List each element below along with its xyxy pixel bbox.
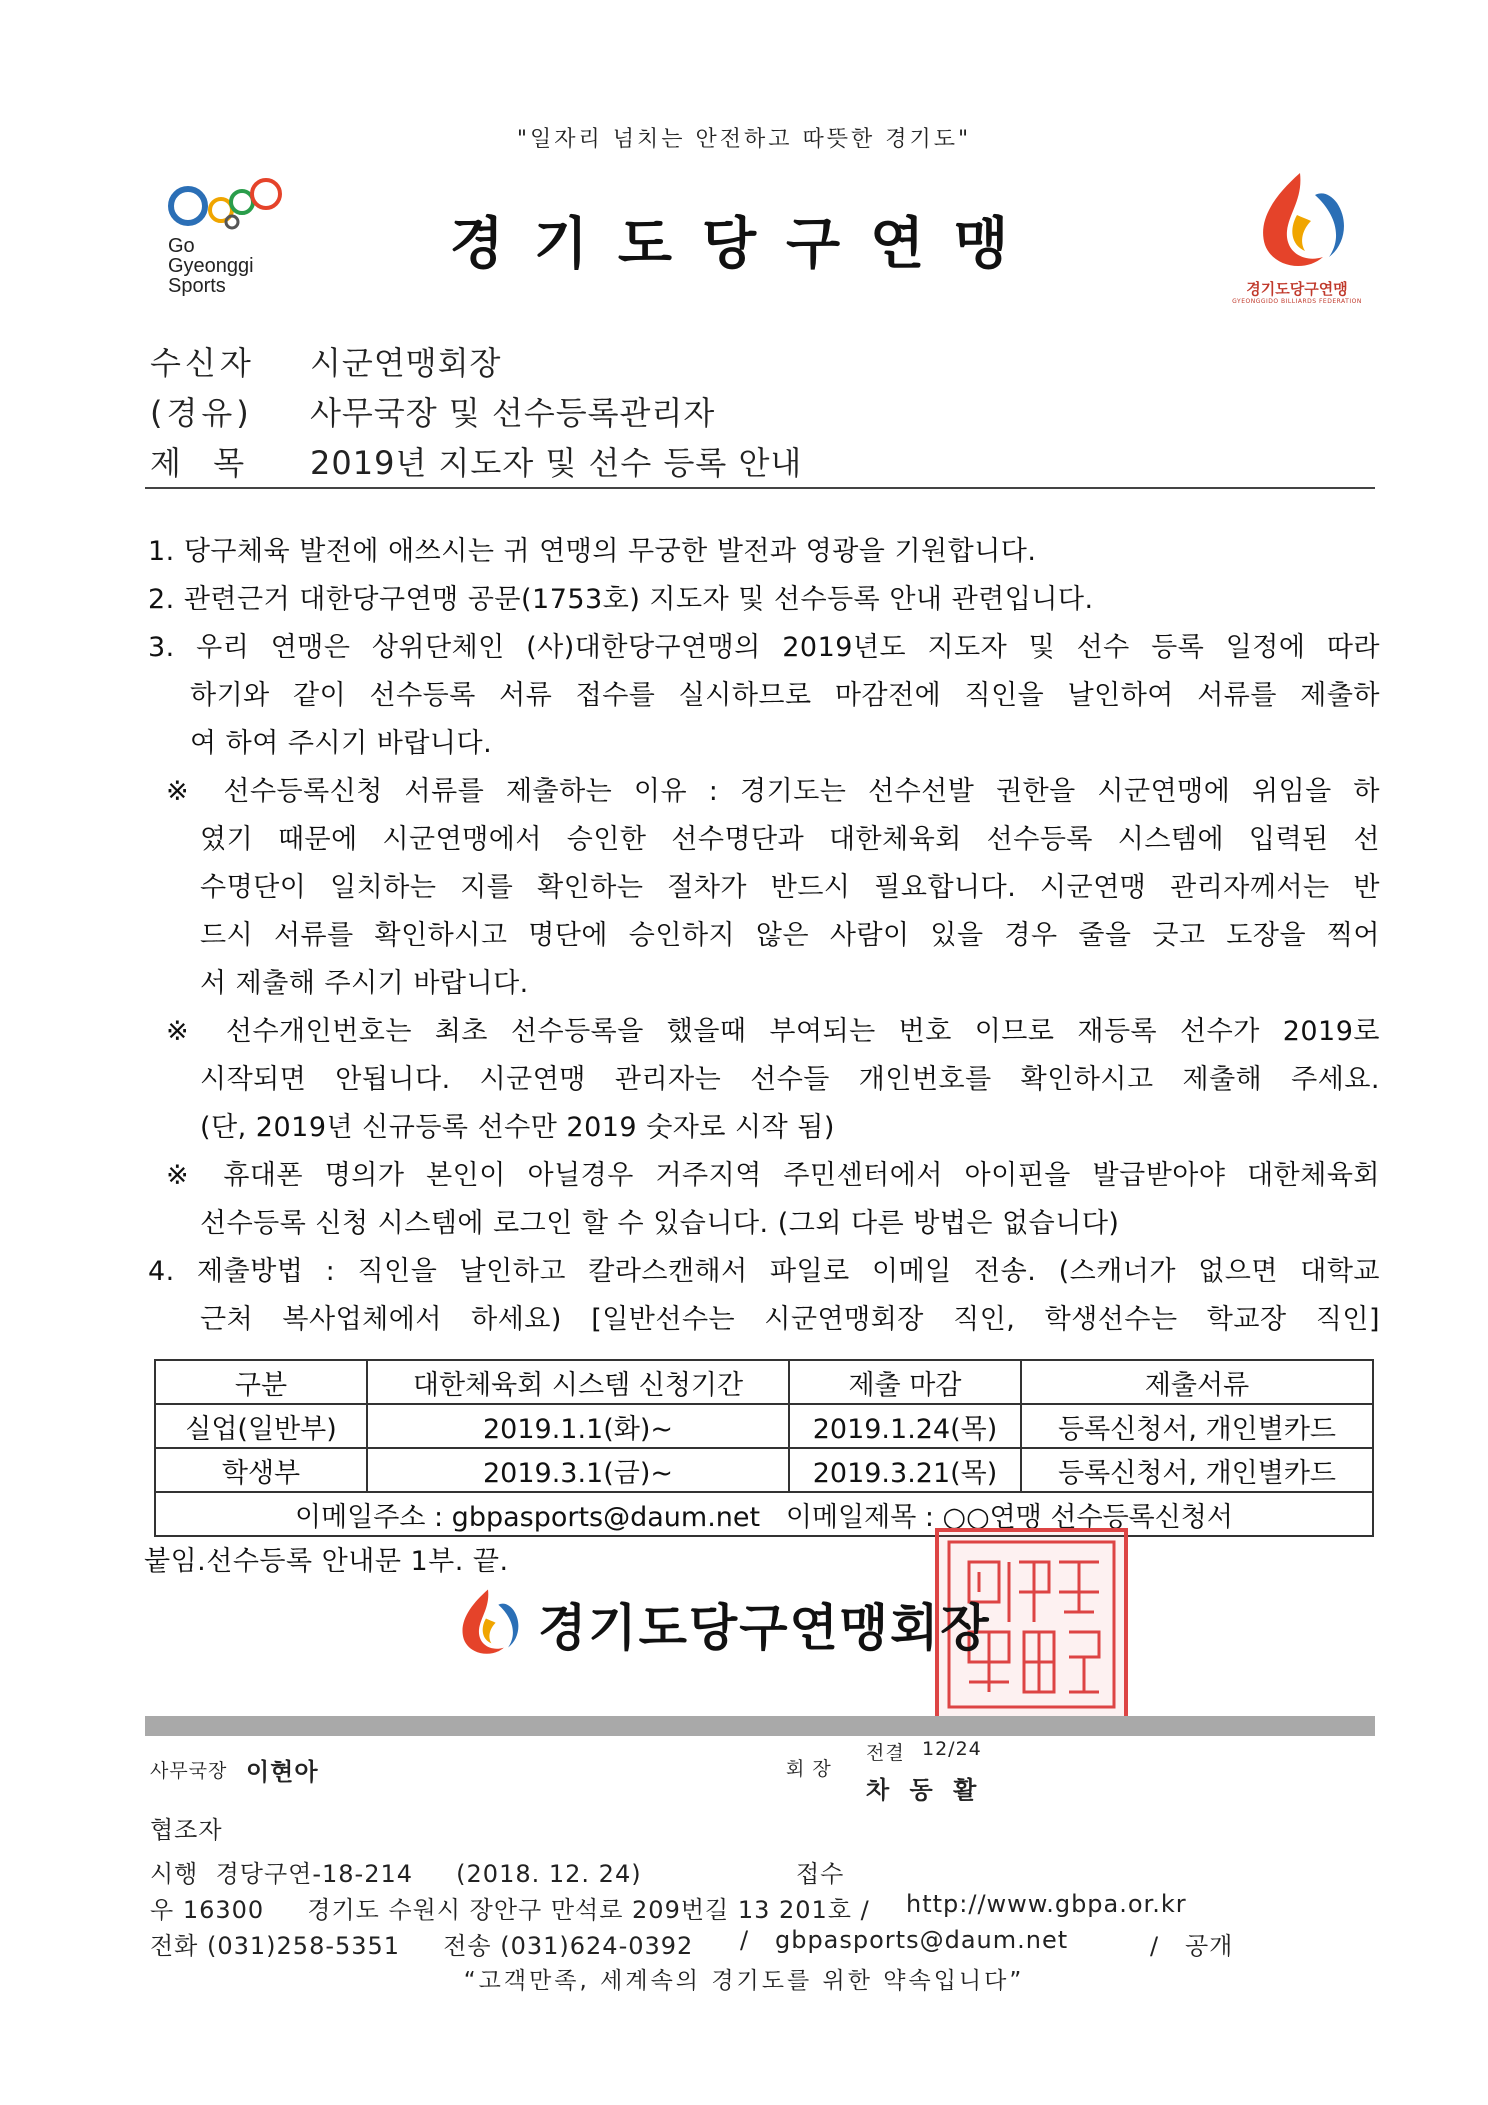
recipient-label: 수신자: [150, 344, 255, 382]
table-header-cell: 구분: [155, 1360, 367, 1404]
federation-flame-logo: [1245, 165, 1355, 275]
public-label: / 공개: [1150, 1932, 1234, 1960]
note-1-line-3: 수명단이 일치하는 지를 확인하는 절차가 반드시 필요합니다. 시군연맹 관리자께서는 반: [200, 872, 1380, 903]
top-slogan: "일자리 넘치는 안전하고 따뜻한 경기도": [516, 127, 972, 152]
logo-line-go: Go: [168, 235, 195, 257]
enforcement-line: 시행 경당구연-18-214 (2018. 12. 24): [150, 1860, 642, 1888]
logo-line-gyeonggi: Gyeonggi: [168, 255, 254, 277]
federation-logo-sub: GYEONGGIDO BILLIARDS FEDERATION: [1232, 298, 1362, 305]
via-row: [150, 388, 715, 434]
paragraph-2: 2. 관련근거 대한당구연맹 공문(1753호) 지도자 및 선수등록 안내 관련입니다.: [148, 584, 1094, 615]
table-cell: 2019.1.1(화)~: [367, 1404, 789, 1448]
collaborator-label: 협조자: [150, 1816, 223, 1844]
note-3-line-2: 선수등록 신청 시스템에 로그인 할 수 있습니다. (그외 다른 방법은 없습니다): [200, 1208, 1120, 1239]
schedule-table: [154, 1359, 1374, 1537]
federation-logo-name: 경기도당구연맹: [1246, 280, 1348, 298]
paragraph-3-line-1: 3. 우리 연맹은 상위단체인 (사)대한당구연맹의 2019년도 지도자 및 선수 등록 일정에 따라: [148, 632, 1380, 663]
phone-fax-line: 전화 (031)258-5351 전송 (031)624-0392: [150, 1932, 694, 1960]
table-header-cell: 제출 마감: [789, 1360, 1021, 1404]
attachment-line: 붙임.선수등록 안내문 1부. 끝.: [144, 1546, 509, 1577]
website-link[interactable]: http://www.gbpa.or.kr: [906, 1890, 1187, 1918]
note-1-line-4: 드시 서류를 확인하시고 명단에 승인하지 않은 사람이 있을 경우 줄을 긋고 도장을 찍어: [200, 920, 1380, 951]
table-row: [155, 1404, 1373, 1448]
table-cell: 2019.3.1(금)~: [367, 1448, 789, 1492]
address-line: 우 16300 경기도 수원시 장안구 만석로 209번길 13 201호 /: [150, 1896, 870, 1924]
table-header-row: [155, 1360, 1373, 1404]
email-link[interactable]: / gbpasports@daum.net: [740, 1926, 1069, 1954]
via-label: (경유): [150, 394, 253, 432]
paragraph-4-line-1: 4. 제출방법 : 직인을 날인하고 칼라스캔해서 파일로 이메일 전송. (스캐너가 없으면 대학교: [148, 1256, 1380, 1287]
table-cell: 2019.3.21(목): [789, 1448, 1021, 1492]
subject-label: 제 목: [150, 444, 249, 482]
note-2-line-3: (단, 2019년 신규등록 선수만 2019 숫자로 시작 됨): [200, 1112, 835, 1143]
table-header-cell: 대한체육회 시스템 신청기간: [367, 1360, 789, 1404]
footer-divider-bar: [145, 1716, 1375, 1736]
table-email-row: [155, 1492, 1373, 1536]
table-cell: 등록신청서, 개인별카드: [1021, 1448, 1373, 1492]
note-3-line-1: ※ 휴대폰 명의가 본인이 아닐경우 거주지역 주민센터에서 아이핀을 발급받아야 대한체육회: [166, 1160, 1380, 1191]
subject-row: [150, 438, 802, 484]
table-row: [155, 1448, 1373, 1492]
note-2-line-2: 시작되면 안됩니다. 시군연맹 관리자는 선수들 개인번호를 확인하시고 제출해 주세요.: [200, 1064, 1380, 1095]
note-2-line-1: ※ 선수개인번호는 최초 선수등록을 했을때 부여되는 번호 이므로 재등록 선수가 2019로: [166, 1016, 1380, 1047]
table-cell: 실업(일반부): [155, 1404, 367, 1448]
receipt-label: 접수: [796, 1860, 845, 1888]
table-cell: 2019.1.24(목): [789, 1404, 1021, 1448]
signature-flame-icon: [450, 1584, 526, 1660]
subject-value: 2019년 지도자 및 선수 등록 안내: [310, 444, 803, 482]
recipient-row: [150, 338, 501, 384]
email-info-cell: 이메일주소 : gbpasports@daum.net 이메일제목 : ○○연맹 선수등록신청서: [155, 1492, 1373, 1536]
paragraph-3-line-3: 여 하여 주시기 바랍니다.: [190, 728, 493, 759]
secretary-label: 사무국장: [150, 1760, 228, 1782]
paragraph-4-line-2: 근처 복사업체에서 하세요) [일반선수는 시군연맹회장 직인, 학생선수는 학교장 직인]: [200, 1304, 1380, 1335]
chair-name: 차 동 활: [866, 1776, 983, 1804]
approval-label: 전결: [866, 1742, 905, 1764]
bottom-slogan: “고객만족, 세계속의 경기도를 위한 약속입니다”: [463, 1968, 1025, 1994]
logo-line-sports: Sports: [168, 275, 226, 297]
secretary-name: 이현아: [246, 1758, 319, 1786]
page-title: 경기도당구연맹: [449, 212, 1039, 277]
paragraph-3-line-2: 하기와 같이 선수등록 서류 접수를 실시하므로 마감전에 직인을 날인하여 서류를 제출하: [190, 680, 1380, 711]
recipient-value: 시군연맹회장: [310, 344, 502, 382]
note-1-line-5: 서 제출해 주시기 바랍니다.: [200, 968, 529, 999]
note-1-line-1: ※ 선수등록신청 서류를 제출하는 이유 : 경기도는 선수선발 권한을 시군연맹에 위임을 하: [166, 776, 1380, 807]
signature-chairman: 경기도당구연맹회장: [538, 1599, 991, 1657]
approval-date: 12/24: [922, 1738, 982, 1760]
table-cell: 등록신청서, 개인별카드: [1021, 1404, 1373, 1448]
table-header-cell: 제출서류: [1021, 1360, 1373, 1404]
note-1-line-2: 였기 때문에 시군연맹에서 승인한 선수명단과 대한체육회 선수등록 시스템에 입력된 선: [200, 824, 1380, 855]
header-divider: [145, 487, 1375, 489]
chair-label: 회 장: [786, 1758, 832, 1780]
via-value: 사무국장 및 선수등록관리자: [310, 394, 716, 432]
paragraph-1: 1. 당구체육 발전에 애쓰시는 귀 연맹의 무궁한 발전과 영광을 기원합니다.: [148, 536, 1037, 567]
table-cell: 학생부: [155, 1448, 367, 1492]
